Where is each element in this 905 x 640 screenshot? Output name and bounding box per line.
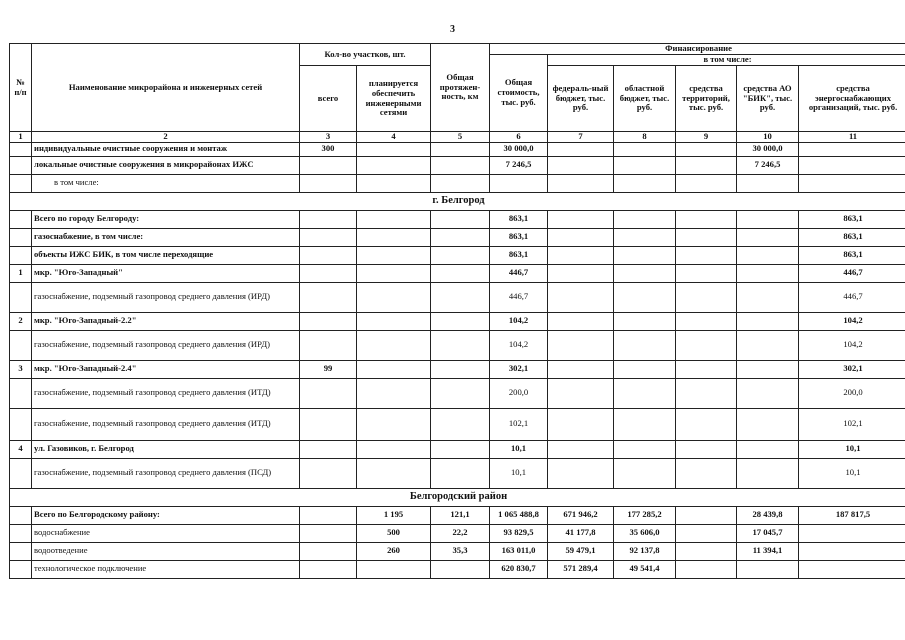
plots-total: [300, 408, 357, 440]
length: [431, 312, 490, 330]
column-number: 10: [737, 132, 799, 143]
regional-budget: [614, 210, 676, 228]
plots-planned: [357, 378, 431, 408]
row-name: газоснабжение, подземный газопровод среднего давления (ИРД): [32, 330, 300, 360]
territory-funds: [676, 174, 737, 192]
federal-budget: [548, 210, 614, 228]
bik-funds: [737, 174, 799, 192]
plots-planned: [357, 560, 431, 578]
row-name: газоснабжение, подземный газопровод среднего давления (ПСД): [32, 458, 300, 488]
energy-funds: 863,1: [799, 210, 905, 228]
row-name: газоснабжение, подземный газопровод среднего давления (ИТД): [32, 408, 300, 440]
territory-funds: [676, 228, 737, 246]
row-name: водоотведение: [32, 542, 300, 560]
length: [431, 156, 490, 174]
header-length: Общая протяжен-ность, км: [431, 44, 490, 132]
energy-funds: 102,1: [799, 408, 905, 440]
bik-funds: 7 246,5: [737, 156, 799, 174]
regional-budget: [614, 156, 676, 174]
plots-planned: [357, 264, 431, 282]
row-number: 2: [10, 312, 32, 330]
header-regional: областной бюджет, тыс. руб.: [614, 66, 676, 132]
territory-funds: [676, 542, 737, 560]
energy-funds: 104,2: [799, 330, 905, 360]
table-row: [10, 156, 905, 174]
energy-funds: 446,7: [799, 282, 905, 312]
row-name: мкр. "Юго-Западный": [32, 264, 300, 282]
territory-funds: [676, 524, 737, 542]
row-number: 4: [10, 440, 32, 458]
header-financing: Финансирование: [490, 44, 905, 55]
total-cost: 104,2: [490, 312, 548, 330]
length: [431, 210, 490, 228]
table-row: [10, 378, 905, 408]
table-row: [10, 228, 905, 246]
energy-funds: [799, 524, 905, 542]
regional-budget: [614, 458, 676, 488]
regional-budget: [614, 264, 676, 282]
federal-budget: 671 946,2: [548, 506, 614, 524]
bik-funds: [737, 246, 799, 264]
regional-budget: [614, 246, 676, 264]
territory-funds: [676, 156, 737, 174]
length: [431, 174, 490, 192]
federal-budget: [548, 440, 614, 458]
plots-planned: [357, 142, 431, 156]
row-number: [10, 542, 32, 560]
plots-total: [300, 282, 357, 312]
column-numbers-row: [10, 132, 905, 143]
row-name: газоснабжение, подземный газопровод среднего давления (ИРД): [32, 282, 300, 312]
total-cost: 446,7: [490, 264, 548, 282]
federal-budget: [548, 360, 614, 378]
plots-planned: [357, 330, 431, 360]
plots-planned: 500: [357, 524, 431, 542]
energy-funds: [799, 156, 905, 174]
table-row: [10, 458, 905, 488]
total-cost: 7 246,5: [490, 156, 548, 174]
plots-total: [300, 378, 357, 408]
table-row: [10, 330, 905, 360]
energy-funds: 10,1: [799, 458, 905, 488]
bik-funds: [737, 282, 799, 312]
regional-budget: [614, 408, 676, 440]
section-district: Белгородский район: [10, 488, 905, 506]
total-cost: 200,0: [490, 378, 548, 408]
row-name: газоснабжение, подземный газопровод среднего давления (ИТД): [32, 378, 300, 408]
territory-funds: [676, 560, 737, 578]
length: [431, 440, 490, 458]
bik-funds: [737, 378, 799, 408]
bik-funds: [737, 360, 799, 378]
total-cost: 163 011,0: [490, 542, 548, 560]
energy-funds: [799, 142, 905, 156]
federal-budget: [548, 174, 614, 192]
plots-total: [300, 264, 357, 282]
bik-funds: [737, 264, 799, 282]
column-number: 6: [490, 132, 548, 143]
plots-planned: [357, 458, 431, 488]
plots-total: [300, 506, 357, 524]
table-row: [10, 560, 905, 578]
territory-funds: [676, 506, 737, 524]
column-number: 8: [614, 132, 676, 143]
regional-budget: [614, 174, 676, 192]
territory-funds: [676, 378, 737, 408]
total-cost: 863,1: [490, 246, 548, 264]
plots-planned: [357, 246, 431, 264]
plots-total: [300, 228, 357, 246]
length: 35,3: [431, 542, 490, 560]
header-plots: Кол-во участков, шт.: [300, 44, 431, 66]
regional-budget: [614, 228, 676, 246]
row-number: [10, 524, 32, 542]
federal-budget: [548, 378, 614, 408]
header-energy: средства энергоснабжающих организаций, тыс. руб.: [799, 66, 905, 132]
federal-budget: [548, 458, 614, 488]
plots-planned: [357, 440, 431, 458]
energy-funds: 302,1: [799, 360, 905, 378]
row-name: Всего по Белгородскому району:: [32, 506, 300, 524]
bik-funds: 11 394,1: [737, 542, 799, 560]
length: [431, 408, 490, 440]
energy-funds: [799, 560, 905, 578]
length: [431, 458, 490, 488]
energy-funds: 187 817,5: [799, 506, 905, 524]
plots-planned: [357, 174, 431, 192]
row-number: [10, 408, 32, 440]
total-cost: 1 065 488,8: [490, 506, 548, 524]
federal-budget: [548, 312, 614, 330]
territory-funds: [676, 440, 737, 458]
column-number: 3: [300, 132, 357, 143]
column-number: 9: [676, 132, 737, 143]
row-number: [10, 228, 32, 246]
federal-budget: [548, 408, 614, 440]
territory-funds: [676, 408, 737, 440]
regional-budget: 49 541,4: [614, 560, 676, 578]
plots-planned: [357, 210, 431, 228]
regional-budget: 177 285,2: [614, 506, 676, 524]
plots-total: [300, 560, 357, 578]
row-name: ул. Газовиков, г. Белгород: [32, 440, 300, 458]
column-number: 1: [10, 132, 32, 143]
total-cost: 102,1: [490, 408, 548, 440]
row-number: [10, 246, 32, 264]
row-number: [10, 458, 32, 488]
header-bik: средства АО "БИК", тыс. руб.: [737, 66, 799, 132]
column-number: 4: [357, 132, 431, 143]
regional-budget: [614, 282, 676, 312]
federal-budget: [548, 228, 614, 246]
federal-budget: 41 177,8: [548, 524, 614, 542]
plots-total: [300, 246, 357, 264]
row-name: технологическое подключение: [32, 560, 300, 578]
table-row: [10, 264, 905, 282]
row-name: мкр. "Юго-Западный-2.4": [32, 360, 300, 378]
bik-funds: [737, 458, 799, 488]
plots-total: [300, 174, 357, 192]
page-number: 3: [450, 24, 455, 35]
bik-funds: 17 045,7: [737, 524, 799, 542]
plots-planned: [357, 282, 431, 312]
table-row: [10, 360, 905, 378]
row-number: [10, 330, 32, 360]
federal-budget: 59 479,1: [548, 542, 614, 560]
header-including: в том числе:: [548, 55, 905, 66]
energy-funds: 10,1: [799, 440, 905, 458]
bik-funds: 28 439,8: [737, 506, 799, 524]
federal-budget: [548, 282, 614, 312]
plots-planned: [357, 408, 431, 440]
column-number: 2: [32, 132, 300, 143]
bik-funds: [737, 408, 799, 440]
plots-planned: [357, 312, 431, 330]
row-name: объекты ИЖС БИК, в том числе переходящие: [32, 246, 300, 264]
length: [431, 560, 490, 578]
table-row: [10, 312, 905, 330]
header-name: Наименование микрорайона и инженерных сетей: [32, 44, 300, 132]
territory-funds: [676, 210, 737, 228]
total-cost: 10,1: [490, 440, 548, 458]
total-cost: 30 000,0: [490, 142, 548, 156]
bik-funds: [737, 440, 799, 458]
territory-funds: [676, 330, 737, 360]
row-number: [10, 142, 32, 156]
row-name: Всего по городу Белгороду:: [32, 210, 300, 228]
total-cost: [490, 174, 548, 192]
plots-total: [300, 458, 357, 488]
plots-total: [300, 312, 357, 330]
table-row: [10, 246, 905, 264]
territory-funds: [676, 246, 737, 264]
total-cost: 863,1: [490, 228, 548, 246]
table-row: [10, 142, 905, 156]
length: 22,2: [431, 524, 490, 542]
plots-total: 300: [300, 142, 357, 156]
energy-funds: 863,1: [799, 228, 905, 246]
row-name: в том числе:: [32, 174, 300, 192]
length: [431, 264, 490, 282]
plots-planned: [357, 156, 431, 174]
row-name: газоснабжение, в том числе:: [32, 228, 300, 246]
regional-budget: [614, 142, 676, 156]
length: [431, 142, 490, 156]
table-row: [10, 506, 905, 524]
plots-total: [300, 210, 357, 228]
column-number: 11: [799, 132, 905, 143]
length: [431, 360, 490, 378]
federal-budget: [548, 330, 614, 360]
row-number: 3: [10, 360, 32, 378]
row-number: [10, 210, 32, 228]
table-row: [10, 282, 905, 312]
row-number: [10, 282, 32, 312]
plots-total: [300, 330, 357, 360]
row-number: [10, 506, 32, 524]
plots-total: [300, 156, 357, 174]
total-cost: 10,1: [490, 458, 548, 488]
total-cost: 302,1: [490, 360, 548, 378]
regional-budget: [614, 378, 676, 408]
federal-budget: [548, 142, 614, 156]
total-cost: 93 829,5: [490, 524, 548, 542]
row-number: 1: [10, 264, 32, 282]
energy-funds: 863,1: [799, 246, 905, 264]
table-row: [10, 542, 905, 560]
regional-budget: 35 606,0: [614, 524, 676, 542]
bik-funds: 30 000,0: [737, 142, 799, 156]
regional-budget: [614, 330, 676, 360]
federal-budget: 571 289,4: [548, 560, 614, 578]
energy-funds: [799, 542, 905, 560]
plots-planned: 260: [357, 542, 431, 560]
column-number: 7: [548, 132, 614, 143]
total-cost: 446,7: [490, 282, 548, 312]
header-num: № п/п: [10, 44, 32, 132]
header-plots-total: всего: [300, 66, 357, 132]
row-name: мкр. "Юго-Западный-2.2": [32, 312, 300, 330]
header-federal: федераль-ный бюджет, тыс. руб.: [548, 66, 614, 132]
plots-planned: [357, 228, 431, 246]
territory-funds: [676, 264, 737, 282]
energy-funds: 446,7: [799, 264, 905, 282]
energy-funds: 200,0: [799, 378, 905, 408]
table-row: [10, 524, 905, 542]
plots-total: [300, 542, 357, 560]
row-name: локальные очистные сооружения в микрорайонах ИЖС: [32, 156, 300, 174]
energy-funds: 104,2: [799, 312, 905, 330]
territory-funds: [676, 142, 737, 156]
header-plots-planned: планируется обеспечить инженерными сетями: [357, 66, 431, 132]
federal-budget: [548, 264, 614, 282]
federal-budget: [548, 156, 614, 174]
row-number: [10, 174, 32, 192]
row-number: [10, 156, 32, 174]
territory-funds: [676, 360, 737, 378]
plots-planned: [357, 360, 431, 378]
length: 121,1: [431, 506, 490, 524]
plots-planned: 1 195: [357, 506, 431, 524]
territory-funds: [676, 458, 737, 488]
total-cost: 863,1: [490, 210, 548, 228]
row-number: [10, 560, 32, 578]
plots-total: 99: [300, 360, 357, 378]
financing-table: [9, 43, 905, 579]
length: [431, 228, 490, 246]
regional-budget: [614, 440, 676, 458]
bik-funds: [737, 560, 799, 578]
table-row: [10, 408, 905, 440]
federal-budget: [548, 246, 614, 264]
total-cost: 104,2: [490, 330, 548, 360]
header-total-cost: Общая стоимость, тыс. руб.: [490, 55, 548, 132]
plots-total: [300, 524, 357, 542]
table-row: [10, 440, 905, 458]
territory-funds: [676, 312, 737, 330]
table-row: [10, 174, 905, 192]
regional-budget: [614, 360, 676, 378]
row-name: водоснабжение: [32, 524, 300, 542]
length: [431, 330, 490, 360]
bik-funds: [737, 312, 799, 330]
bik-funds: [737, 330, 799, 360]
regional-budget: [614, 312, 676, 330]
header-territories: средства территорий, тыс. руб.: [676, 66, 737, 132]
length: [431, 378, 490, 408]
length: [431, 246, 490, 264]
bik-funds: [737, 210, 799, 228]
regional-budget: 92 137,8: [614, 542, 676, 560]
section-belgorod: г. Белгород: [10, 192, 905, 210]
energy-funds: [799, 174, 905, 192]
length: [431, 282, 490, 312]
table-row: [10, 210, 905, 228]
total-cost: 620 830,7: [490, 560, 548, 578]
plots-total: [300, 440, 357, 458]
territory-funds: [676, 282, 737, 312]
bik-funds: [737, 228, 799, 246]
row-number: [10, 378, 32, 408]
column-number: 5: [431, 132, 490, 143]
row-name: индивидуальные очистные сооружения и монтаж: [32, 142, 300, 156]
